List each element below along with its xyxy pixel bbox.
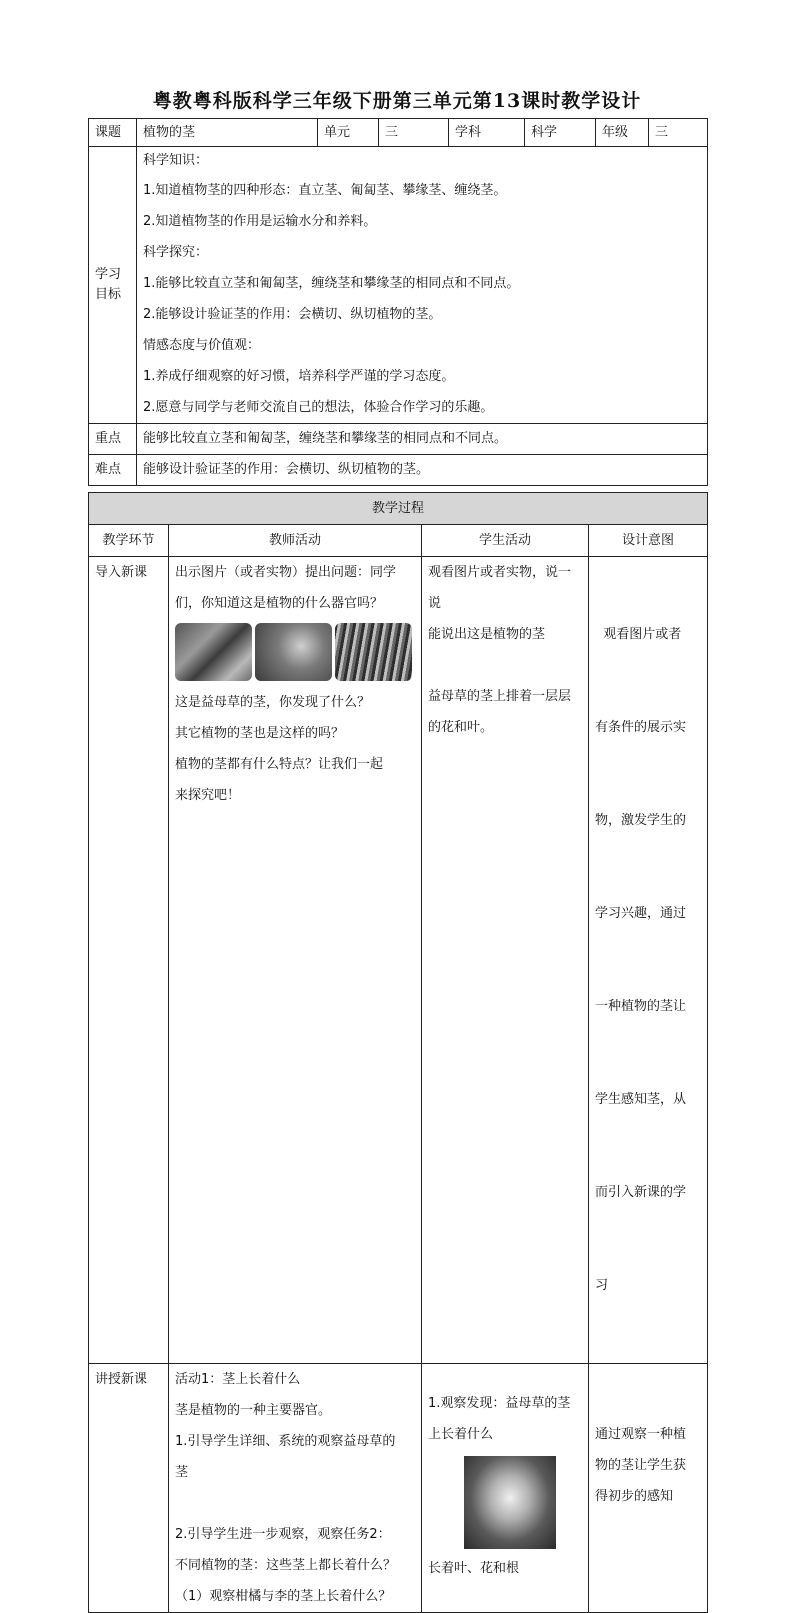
process-header-row xyxy=(89,525,708,557)
teacher-activity-intro xyxy=(169,557,422,1364)
teacher-line: 们，你知道这是植物的什么器官吗？ xyxy=(175,596,384,611)
spacer xyxy=(595,1364,701,1419)
intent-line: 物，激发学生的 xyxy=(595,813,687,828)
student-line: 益母草的茎上排着一层层 xyxy=(428,689,572,704)
teacher-line: 1.引导学生详细、系统的观察益母草的 xyxy=(175,1434,396,1449)
header-stage: 教学环节 xyxy=(89,525,169,557)
intent-line: 有条件的展示实 xyxy=(595,720,687,735)
plant-photos xyxy=(175,623,415,681)
intent-line: 习 xyxy=(595,1278,609,1293)
student-line: 1.观察发现：益母草的茎 xyxy=(428,1396,571,1411)
key-point-row xyxy=(89,424,708,455)
objective-line: 情感态度与价值观： xyxy=(143,338,261,353)
topic-label: 课题 xyxy=(89,119,137,147)
intent-line: 学生感知茎，从 xyxy=(595,1092,687,1107)
intent-line: 观看图片或者 xyxy=(595,627,682,642)
student-activity-new xyxy=(422,1364,589,1613)
design-intent-intro xyxy=(589,557,708,1364)
header-student: 学生活动 xyxy=(422,525,589,557)
objectives-label-line2: 目标 xyxy=(95,287,122,302)
process-band: 教学过程 xyxy=(89,493,708,525)
student-line: 的花和叶。 xyxy=(428,720,494,735)
objective-line: 2.知道植物茎的作用是运输水分和养料。 xyxy=(143,214,377,229)
intent-line: 而引入新课的学 xyxy=(595,1185,687,1200)
student-activity-intro xyxy=(422,557,589,1364)
teacher-line: 不同植物的茎：这些茎上都长着什么？ xyxy=(175,1558,397,1573)
student-line: 上长着什么 xyxy=(428,1427,494,1442)
teacher-line: 2.引导学生进一步观察，观察任务2： xyxy=(175,1527,391,1542)
grass-stem-photo xyxy=(335,623,412,681)
grade-value: 三 xyxy=(649,119,708,147)
teacher-line: 植物的茎都有什么特点？让我们一起 xyxy=(175,757,384,772)
key-point-text: 能够比较直立茎和匍匐茎，缠绕茎和攀缘茎的相同点和不同点。 xyxy=(137,424,708,455)
difficulty-row xyxy=(89,455,708,486)
objective-line: 科学探究： xyxy=(143,245,209,260)
objective-line: 1.能够比较直立茎和匍匐茎，缠绕茎和攀缘茎的相同点和不同点。 xyxy=(143,276,520,291)
process-row-new xyxy=(89,1364,708,1613)
teacher-activity-new xyxy=(169,1364,422,1613)
page-title: 粤教粤科版科学三年级下册第三单元第13课时教学设计 xyxy=(152,90,642,112)
objective-line: 科学知识： xyxy=(143,153,209,168)
objectives-label xyxy=(89,147,137,424)
objective-line: 2.愿意与同学与老师交流自己的想法，体验合作学习的乐趣。 xyxy=(143,400,494,415)
objective-line: 1.知道植物茎的四种形态：直立茎、匍匐茎、攀缘茎、缠绕茎。 xyxy=(143,183,507,198)
intent-line: 通过观察一种植 xyxy=(595,1427,687,1442)
student-line: 说 xyxy=(428,596,442,611)
intent-line: 一种植物的茎让 xyxy=(595,999,687,1014)
spacer xyxy=(175,1488,415,1519)
header-teacher: 教师活动 xyxy=(169,525,422,557)
teacher-line: （1）观察柑橘与李的茎上长着什么？ xyxy=(175,1589,392,1604)
student-line: 观看图片或者实物，说一 xyxy=(428,565,572,580)
teacher-line: 来探究吧！ xyxy=(175,788,241,803)
intent-line: 学习兴趣，通过 xyxy=(595,906,687,921)
process-row-intro xyxy=(89,557,708,1364)
difficulty-text: 能够设计验证茎的作用：会横切、纵切植物的茎。 xyxy=(137,455,708,486)
teacher-line: 这是益母草的茎，你发现了什么？ xyxy=(175,695,371,710)
plant-stem-photo xyxy=(175,623,252,681)
student-line: 长着叶、花和根 xyxy=(428,1561,520,1576)
stage-intro: 导入新课 xyxy=(89,557,169,1364)
intent-line: 得初步的感知 xyxy=(595,1489,674,1504)
lesson-info-table xyxy=(88,118,708,486)
objective-line: 2.能够设计验证茎的作用：会横切、纵切植物的茎。 xyxy=(143,307,442,322)
info-row xyxy=(89,119,708,147)
teacher-line: 茎是植物的一种主要器官。 xyxy=(175,1403,332,1418)
topic-value: 植物的茎 xyxy=(137,119,318,147)
difficulty-label: 难点 xyxy=(89,455,137,486)
design-intent-new xyxy=(589,1364,708,1613)
stage-new: 讲授新课 xyxy=(89,1364,169,1613)
student-line: 能说出这是植物的茎 xyxy=(428,627,546,642)
teacher-line: 茎 xyxy=(175,1465,189,1480)
subject-label: 学科 xyxy=(449,119,525,147)
spacer xyxy=(428,1364,582,1388)
teacher-line: 活动1：茎上长着什么 xyxy=(175,1372,301,1387)
plant-leaves-photo xyxy=(255,623,332,681)
objectives-row xyxy=(89,147,708,424)
motherwort-flower-photo xyxy=(464,1456,556,1549)
unit-label: 单元 xyxy=(318,119,379,147)
teacher-line: 其它植物的茎也是这样的吗？ xyxy=(175,726,345,741)
subject-value: 科学 xyxy=(525,119,596,147)
spacer xyxy=(428,650,582,681)
intent-line: 物的茎让学生获 xyxy=(595,1458,687,1473)
grade-label: 年级 xyxy=(596,119,649,147)
teaching-process-table xyxy=(88,492,708,1613)
objectives-content xyxy=(137,147,708,424)
objective-line: 1.养成仔细观察的好习惯，培养科学严谨的学习态度。 xyxy=(143,369,455,384)
objectives-label-line1: 学习 xyxy=(95,267,122,282)
unit-value: 三 xyxy=(379,119,449,147)
teacher-line: 出示图片（或者实物）提出问题：同学 xyxy=(175,565,397,580)
key-point-label: 重点 xyxy=(89,424,137,455)
header-intent: 设计意图 xyxy=(589,525,708,557)
